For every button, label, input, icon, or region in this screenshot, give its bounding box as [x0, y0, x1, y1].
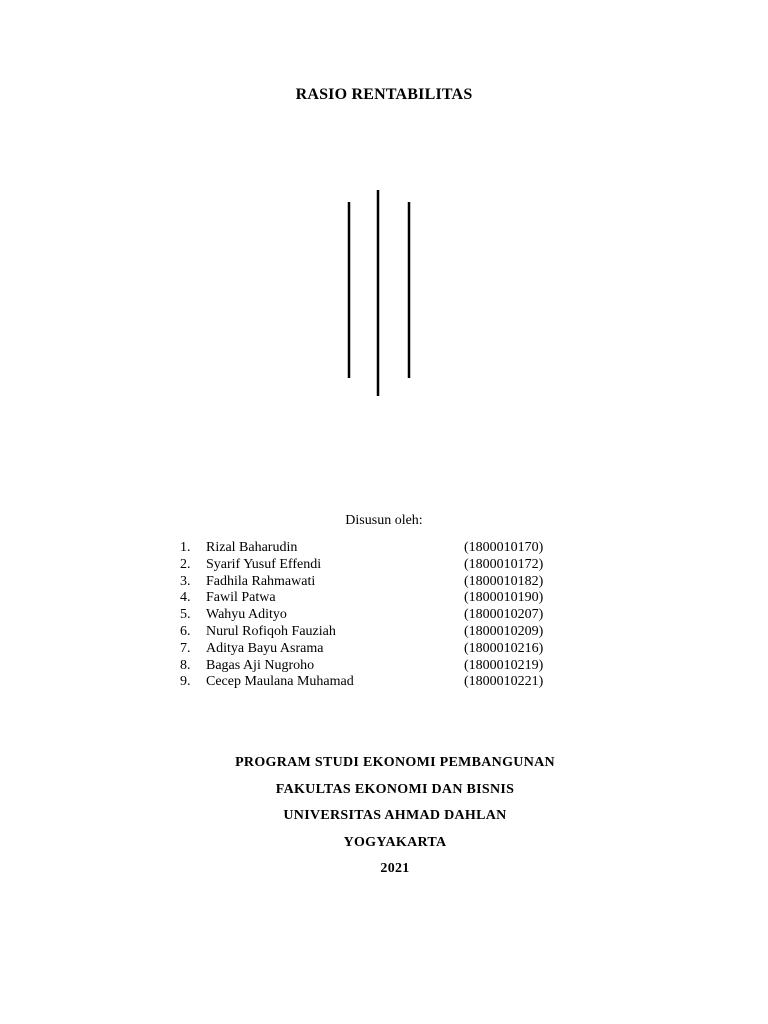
- member-number: 5.: [180, 607, 191, 623]
- member-name: Rizal Baharudin: [206, 540, 298, 555]
- member-nim: (1800010219): [464, 657, 544, 673]
- member-number: 2.: [180, 556, 191, 572]
- member-row: [180, 624, 600, 641]
- member-name: Fadhila Rahmawati: [206, 573, 316, 589]
- member-number: 7.: [180, 640, 191, 656]
- member-row: [180, 641, 600, 658]
- member-name: Aditya Bayu Asrama: [206, 640, 324, 656]
- university-logo: [340, 188, 420, 398]
- member-name: Syarif Yusuf Effendi: [206, 556, 322, 572]
- member-nim: (1800010190): [464, 590, 544, 606]
- member-row: [180, 674, 600, 691]
- member-name: Cecep Maulana Muhamad: [206, 674, 354, 690]
- member-nim: (1800010182): [464, 573, 544, 589]
- member-row: [180, 540, 600, 557]
- member-list: [180, 540, 600, 691]
- member-name: Bagas Aji Nugroho: [206, 657, 315, 673]
- member-row: [180, 658, 600, 675]
- member-number: 3.: [180, 573, 191, 589]
- member-row: [180, 590, 600, 607]
- member-name: Wahyu Adityo: [206, 607, 287, 623]
- member-number: 1.: [180, 540, 191, 555]
- member-nim: (1800010170): [464, 540, 544, 555]
- program-name: PROGRAM STUDI EKONOMI PEMBANGUNAN: [235, 755, 555, 770]
- member-number: 6.: [180, 623, 191, 639]
- university-name: UNIVERSITAS AHMAD DAHLAN: [283, 808, 507, 823]
- city-name: YOGYAKARTA: [343, 834, 447, 850]
- document-title: RASIO RENTABILITAS: [295, 86, 473, 103]
- member-row: [180, 574, 600, 591]
- member-number: 9.: [180, 674, 191, 690]
- member-nim: (1800010207): [464, 607, 544, 623]
- member-nim: (1800010209): [464, 623, 544, 639]
- member-nim: (1800010216): [464, 640, 544, 656]
- member-number: 4.: [180, 590, 191, 606]
- faculty-name: FAKULTAS EKONOMI DAN BISNIS: [275, 781, 515, 797]
- member-number: 8.: [180, 657, 191, 673]
- institution-block: [0, 753, 768, 886]
- member-row: [180, 557, 600, 574]
- member-nim: (1800010172): [464, 556, 544, 572]
- member-row: [180, 607, 600, 624]
- prepared-by-label: Disusun oleh:: [345, 513, 423, 528]
- member-nim: (1800010221): [464, 674, 544, 690]
- member-name: Nurul Rofiqoh Fauziah: [206, 623, 336, 639]
- member-name: Fawil Patwa: [206, 590, 276, 606]
- year: 2021: [380, 861, 410, 876]
